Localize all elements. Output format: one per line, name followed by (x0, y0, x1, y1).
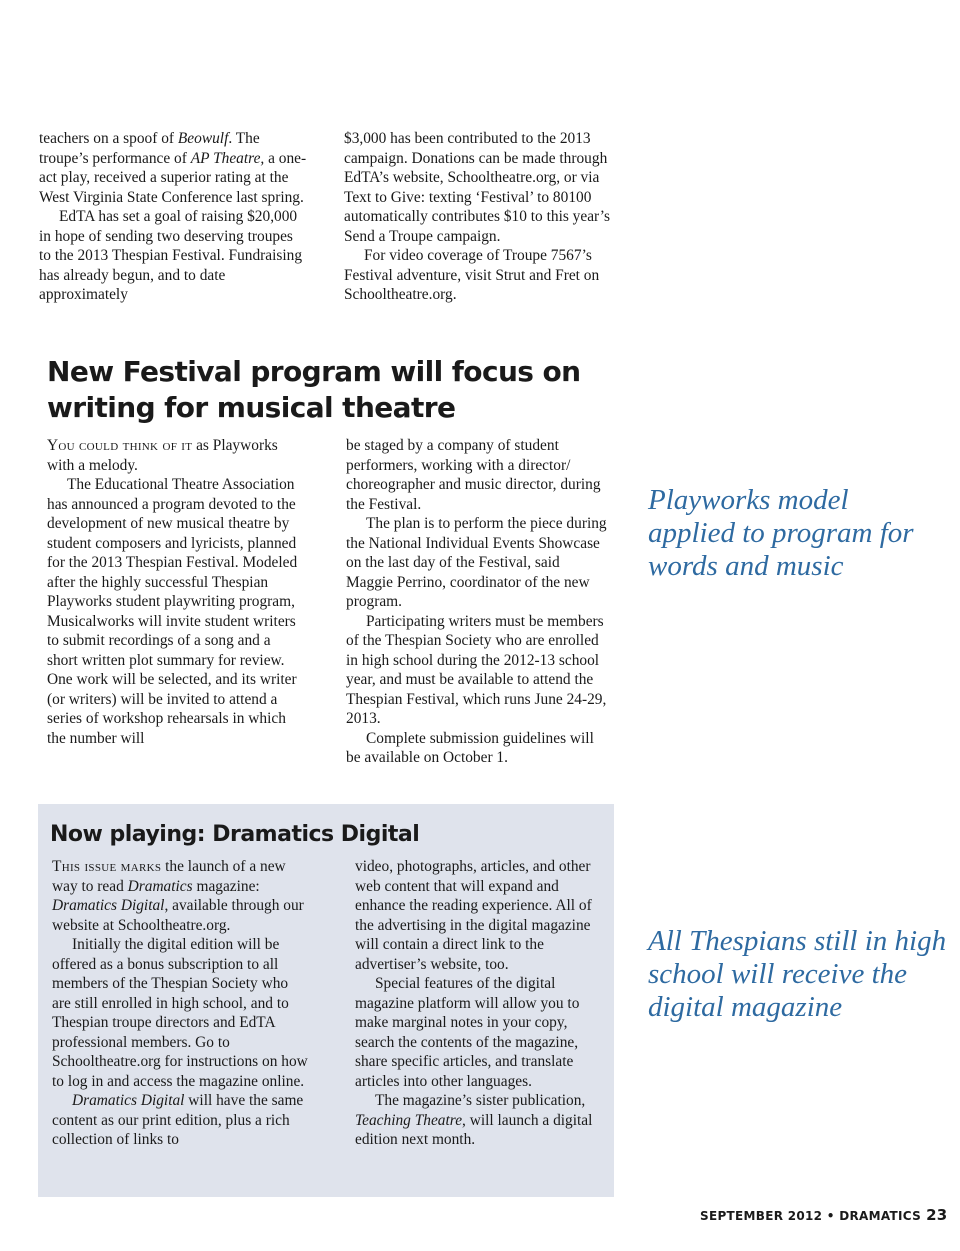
top-story-column-1 (39, 129, 307, 305)
paragraph: For video coverage of Troupe 7567’s Festival adventure, visit Strut and Fret on Schooltheatre.org. (344, 247, 600, 303)
paragraph: be staged by a company of student performers, working with a director/ choreographer and music director, during the Festival. (346, 437, 601, 513)
paragraph: The magazine’s sister publication, Teaching Theatre, will launch a digital edition next month. (355, 1092, 593, 1148)
paragraph: EdTA has set a goal of raising $20,000 in hope of sending two deserving troupes to the 2013 Thespian Festival. Fundraising has already begun, and to date approximately (39, 208, 303, 303)
page-number: 23 (926, 1206, 948, 1224)
festival-column-2 (346, 436, 608, 768)
festival-headline: New Festival program will focus on writing for musical theatre (47, 355, 581, 424)
digital-pullquote: All Thespians still in high school will receive the digital magazine (648, 925, 947, 1023)
festival-pullquote: Playworks model applied to program for words and music (648, 484, 914, 582)
paragraph: The plan is to perform the piece during the National Individual Events Showcase on the last day of the Festival, said Maggie Perrino, coordinator of the new program. (346, 515, 607, 610)
paragraph: teachers on a spoof of Beowulf. The troupe’s performance of AP Theatre, a one-act play, received a superior rating at the West Virginia State Conference last spring. (39, 130, 307, 206)
paragraph: Complete submission guidelines will be available on October 1. (346, 729, 594, 766)
top-story-column-2 (344, 129, 612, 305)
paragraph: You could think of it as Playworks with a melody. (47, 437, 278, 474)
page-footer (700, 1206, 948, 1224)
digital-column-2 (355, 857, 605, 1150)
issue-label: SEPTEMBER 2012 • DRAMATICS (700, 1209, 922, 1223)
digital-column-1 (52, 857, 308, 1150)
paragraph: Participating writers must be members of the Thespian Society who are enrolled in high school during the 2012-13 school year, and must be available to attend the Thespian Festival, which runs June 24-29, 2013. (346, 612, 607, 727)
paragraph: Dramatics Digital will have the same content as our print edition, plus a rich collection of links to (52, 1092, 304, 1148)
paragraph: Initially the digital edition will be offered as a bonus subscription to all members of the Thespian Society who are still enrolled in high school, and to Thespian troupe directors and EdTA professional members. Go to Schooltheatre.org for instructions on how to log in and access the magazine online. (52, 936, 308, 1090)
lead-in: You could think of it (47, 437, 193, 454)
digital-sidebar-title: Now playing: Dramatics Digital (50, 822, 420, 847)
lead-in: This issue marks (52, 858, 162, 875)
paragraph: The Educational Theatre Association has announced a program devoted to the development of new musical theatre by student composers and lyricists, planned for the 2013 Thespian Festival. Modeled after the highly successful Thespian Playworks student playwriting program, Musicalworks will invite student writers to submit recordings of a song and a short written plot summary for review. One work will be selected, and its writer (or writers) will be invited to attend a series of workshop rehearsals in which the number will (47, 476, 298, 747)
festival-column-1 (47, 436, 299, 748)
paragraph: video, photographs, articles, and other web content that will expand and enhance the reading experience. All of the advertising in the digital magazine will contain a direct link to the advertiser’s website, too. (355, 858, 592, 973)
paragraph: Special features of the digital magazine platform will allow you to make marginal notes in your copy, search the contents of the magazine, share specific articles, and translate articles into other languages. (355, 975, 580, 1090)
paragraph: $3,000 has been contributed to the 2013 campaign. Donations can be made through EdTA’s website, Schooltheatre.org, or via Text to Give: texting ‘Festival’ to 80100 automatically contributes $10 to this year’s Send a Troupe campaign. (344, 130, 610, 245)
paragraph: This issue marks the launch of a new way to read Dramatics magazine: Dramatics Digital, available through our website at Schooltheatre.org. (52, 858, 304, 934)
